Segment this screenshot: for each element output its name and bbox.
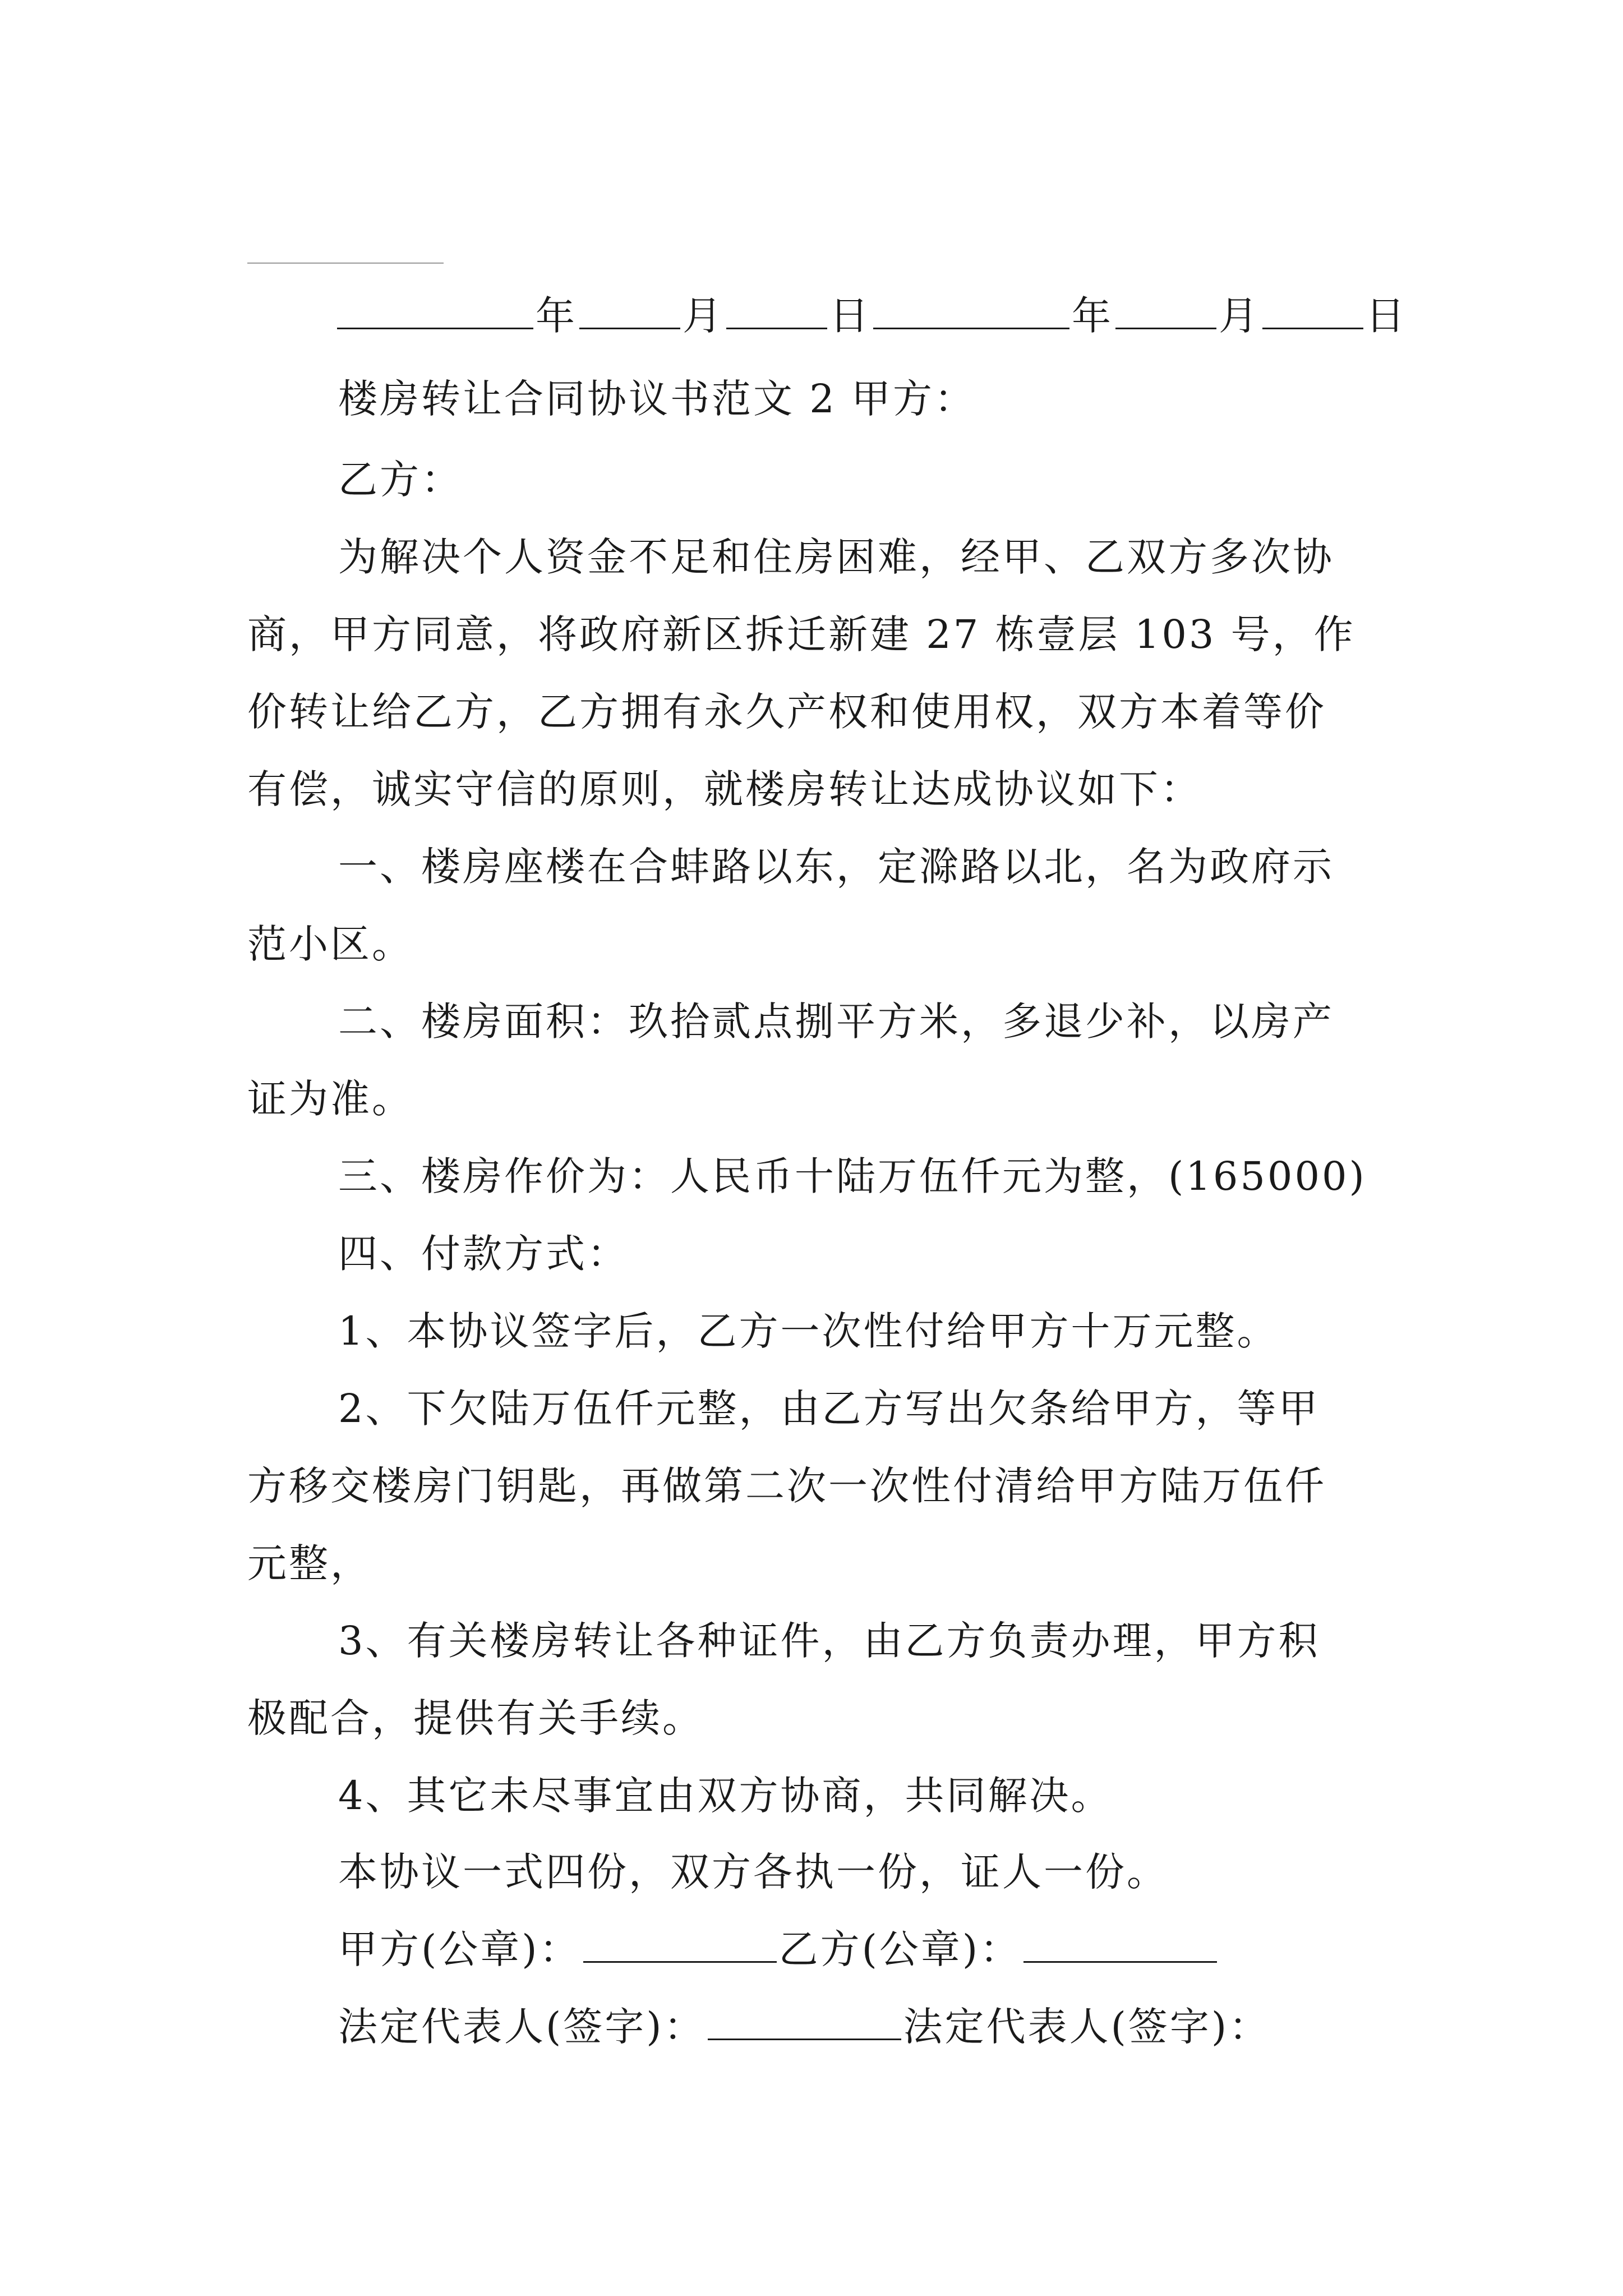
clause-2-line-2: 证为准。 xyxy=(247,1076,413,1122)
month-label-1: 月 xyxy=(683,293,724,339)
year-blank-2 xyxy=(873,327,1069,329)
party-a-seal-blank xyxy=(583,1961,777,1963)
day-blank-1 xyxy=(726,327,827,329)
party-b-seal-blank xyxy=(1023,1961,1217,1963)
payment-item-1: 1、本协议签字后，乙方一次性付给甲方十万元整。 xyxy=(338,1308,1279,1354)
intro-line-4: 有偿，诚实守信的原则，就楼房转让达成协议如下： xyxy=(247,766,1202,812)
clause-2-line-1: 二、楼房面积：玖拾贰点捌平方米，多退少补，以房产 xyxy=(338,999,1334,1045)
day-label-2: 日 xyxy=(1366,293,1407,339)
payment-item-2-line-2: 方移交楼房门钥匙，再做第二次一次性付清给甲方陆万伍仟 xyxy=(247,1463,1326,1509)
clause-4: 四、付款方式： xyxy=(338,1231,629,1277)
date-line xyxy=(335,293,1407,339)
year-label-2: 年 xyxy=(1072,293,1113,339)
clause-1-line-2: 范小区。 xyxy=(247,921,413,967)
month-label-2: 月 xyxy=(1219,293,1260,339)
clause-1-line-1: 一、楼房座楼在合蚌路以东，定滁路以北，名为政府示 xyxy=(338,844,1334,890)
intro-line-3: 价转让给乙方，乙方拥有永久产权和使用权，双方本着等价 xyxy=(247,689,1326,735)
year-blank-1 xyxy=(337,327,533,329)
copies-statement: 本协议一式四份，双方各执一份，证人一份。 xyxy=(338,1849,1168,1895)
day-label-1: 日 xyxy=(829,293,871,339)
clause-3: 三、楼房作价为：人民币十陆万伍仟元为整，(165000) xyxy=(338,1153,1367,1199)
party-a-rep-blank xyxy=(708,2038,901,2040)
payment-item-2-line-1: 2、下欠陆万伍仟元整，由乙方写出欠条给甲方，等甲 xyxy=(338,1386,1320,1432)
document-heading: 楼房转让合同协议书范文 2 甲方： xyxy=(338,376,976,422)
month-blank-2 xyxy=(1115,327,1216,329)
month-blank-1 xyxy=(579,327,680,329)
representative-line xyxy=(338,2004,1271,2050)
intro-line-1: 为解决个人资金不足和住房困难，经甲、乙双方多次协 xyxy=(338,534,1334,580)
payment-item-2-line-3: 元整， xyxy=(247,1540,372,1586)
day-blank-2 xyxy=(1262,327,1363,329)
payment-item-3-line-1: 3、有关楼房转让各种证件，由乙方负责办理，甲方积 xyxy=(338,1618,1320,1664)
payment-item-4: 4、其它未尽事宜由双方协商，共同解决。 xyxy=(338,1773,1113,1819)
party-b-rep-label: 法定代表人(签字)： xyxy=(903,2004,1271,2050)
intro-line-2: 商，甲方同意，将政府新区拆迁新建 27 栋壹层 103 号，作 xyxy=(247,611,1355,657)
party-a-rep-label: 法定代表人(签字)： xyxy=(338,2004,706,2050)
year-label-1: 年 xyxy=(536,293,577,339)
party-b-label: 乙方： xyxy=(338,457,463,503)
payment-item-3-line-2: 极配合，提供有关手续。 xyxy=(247,1695,704,1741)
party-a-seal-label: 甲方(公章)： xyxy=(338,1926,581,1972)
seal-line xyxy=(338,1926,1219,1972)
party-b-seal-label: 乙方(公章)： xyxy=(778,1926,1022,1972)
header-rule xyxy=(247,263,444,264)
